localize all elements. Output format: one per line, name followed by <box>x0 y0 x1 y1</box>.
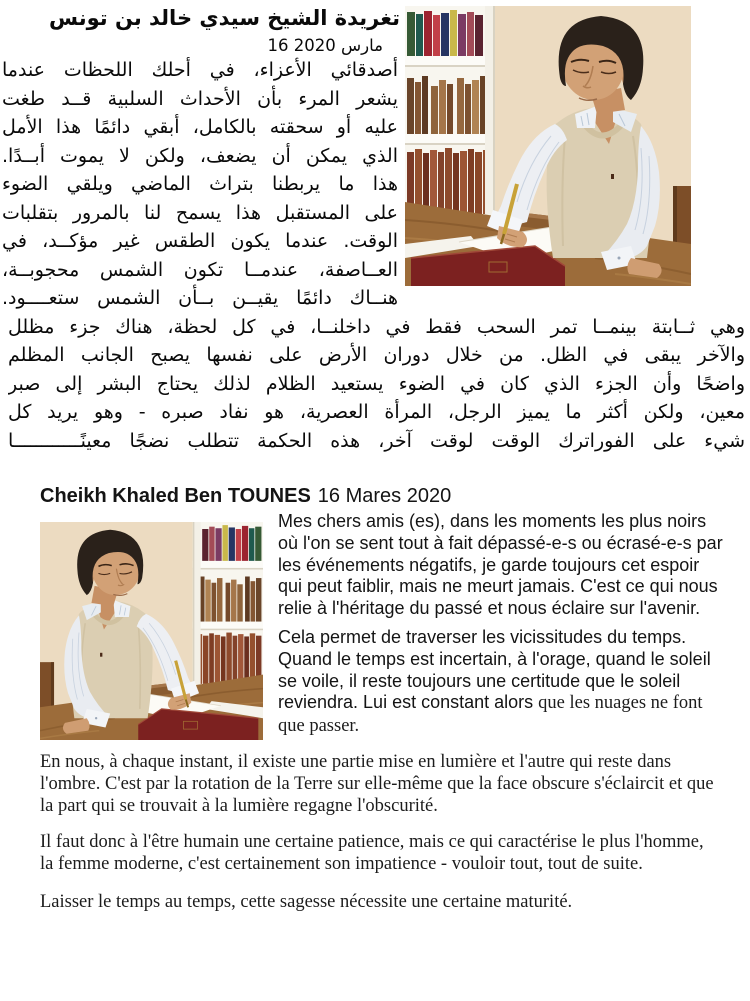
arabic-date: 16 مارس 2020 <box>267 36 383 55</box>
arabic-lines-full-width <box>0 313 750 456</box>
photo-man-writing-mirrored <box>40 522 263 740</box>
french-section <box>0 484 750 913</box>
arabic-text-line: شيء على الفوراترك الوقت لوقت آخر، هذه الحكمة تتطلب نضجًا معينًــــــــــــا <box>8 429 745 452</box>
arabic-text-line: واضحًا وأن الجزء الذي كان في الضوء يستعيد الظلام لذلك يحتاج البشر إلى صبر <box>8 372 745 395</box>
arabic-text-line: على المستقبل هذا يسمح لنا بالمرور بتقلبات <box>2 201 398 224</box>
arabic-text-line: يشعر المرء بأن الأحداث السلبية قــد طغت <box>2 87 398 110</box>
french-paragraph-5: Laisser le temps au temps, cette sagesse nécessite une certaine maturité. <box>40 891 573 912</box>
arabic-paragraph <box>0 56 750 455</box>
arabic-text-line: الوقت. عندما يكون الطقس غير مؤكــد، في <box>2 230 398 252</box>
arabic-text-line: عليه أو سحقته بالكامل، أبقي دائمًا هذا الأمل <box>2 116 398 138</box>
arabic-text-line: أصدقائي الأعزاء، في أحلك اللحظات عندما <box>2 59 398 81</box>
french-paragraph-3: En nous, à chaque instant, il existe une partie mise en lumière et l'autre qui reste dans l'ombre. C'est par la rotation de la Terre sur elle-même que la face obscure s'éclaircit et que la part qui se trouvait à la lumière regagne l'obscurité. <box>40 751 714 817</box>
french-paragraph-1: Mes chers amis (es), dans les moments les plus noirs où l'on se sent tout à fait dépassé-e-s ou écrasé-e-s par les événements négatifs, je garde toujours cet espoir qui peut faiblir, mais ne meurt jamais. C'est ce qui nous relie à l'héritage du passé et nous éclaire sur l'avenir. <box>278 511 723 619</box>
paragraph-2-sans-part: Cela permet de traverser les vicissitudes du temps. Quand le temps est incertain, à l'orage, quand le soleil se voile, il reste toujours une certitude que le soleil reviendra. Lui est constant alors <box>278 626 711 713</box>
arabic-text-line: معين، ولكن أكثر ما يميز الرجل، المرأة العصرية، هو نفاد صبره - وهو يريد كل <box>8 401 745 423</box>
arabic-title: تغريدة الشيخ سيدي خالد بن تونس <box>49 6 400 30</box>
arabic-text-line: العــاصفة، عندمــا تكون الشمس محجوبــة، <box>2 258 398 281</box>
arabic-text-line: وهي ثــابتة بينمــا تمر السحب فقط في داخلنــا، في كل لحظة، هناك جزء مظلل <box>8 315 745 338</box>
paragraph-2-serif-part: que les nuages ne font que passer. <box>278 693 703 737</box>
french-heading <box>40 484 750 508</box>
arabic-text-line: الذي يمكن أن يضعف، ولكن لا يموت أبــدًا. <box>2 144 398 167</box>
french-paragraph-4: Il faut donc à l'être humain une certaine patience, mais ce qui caractérise le plus l'homme, la femme moderne, c'est certainement son impatience - vouloir tout, tout de suite. <box>40 831 704 874</box>
arabic-text-line: والآخر يبقى في الظل. من خلال دوران الأرض على نفسها يصبح الجانب المظلم <box>8 344 745 366</box>
arabic-text-line: هذا ما يربطنا بتراث الماضي ويلقي الضوء <box>2 173 398 195</box>
author-name: Cheikh Khaled Ben TOUNES <box>40 485 311 507</box>
french-date: 16 Mares 2020 <box>317 485 452 507</box>
arabic-text-line: هنــاك دائمًا يقيــن بــأن الشمس ستعــــود. <box>2 287 398 309</box>
arabic-lines-beside-photo <box>0 56 750 313</box>
